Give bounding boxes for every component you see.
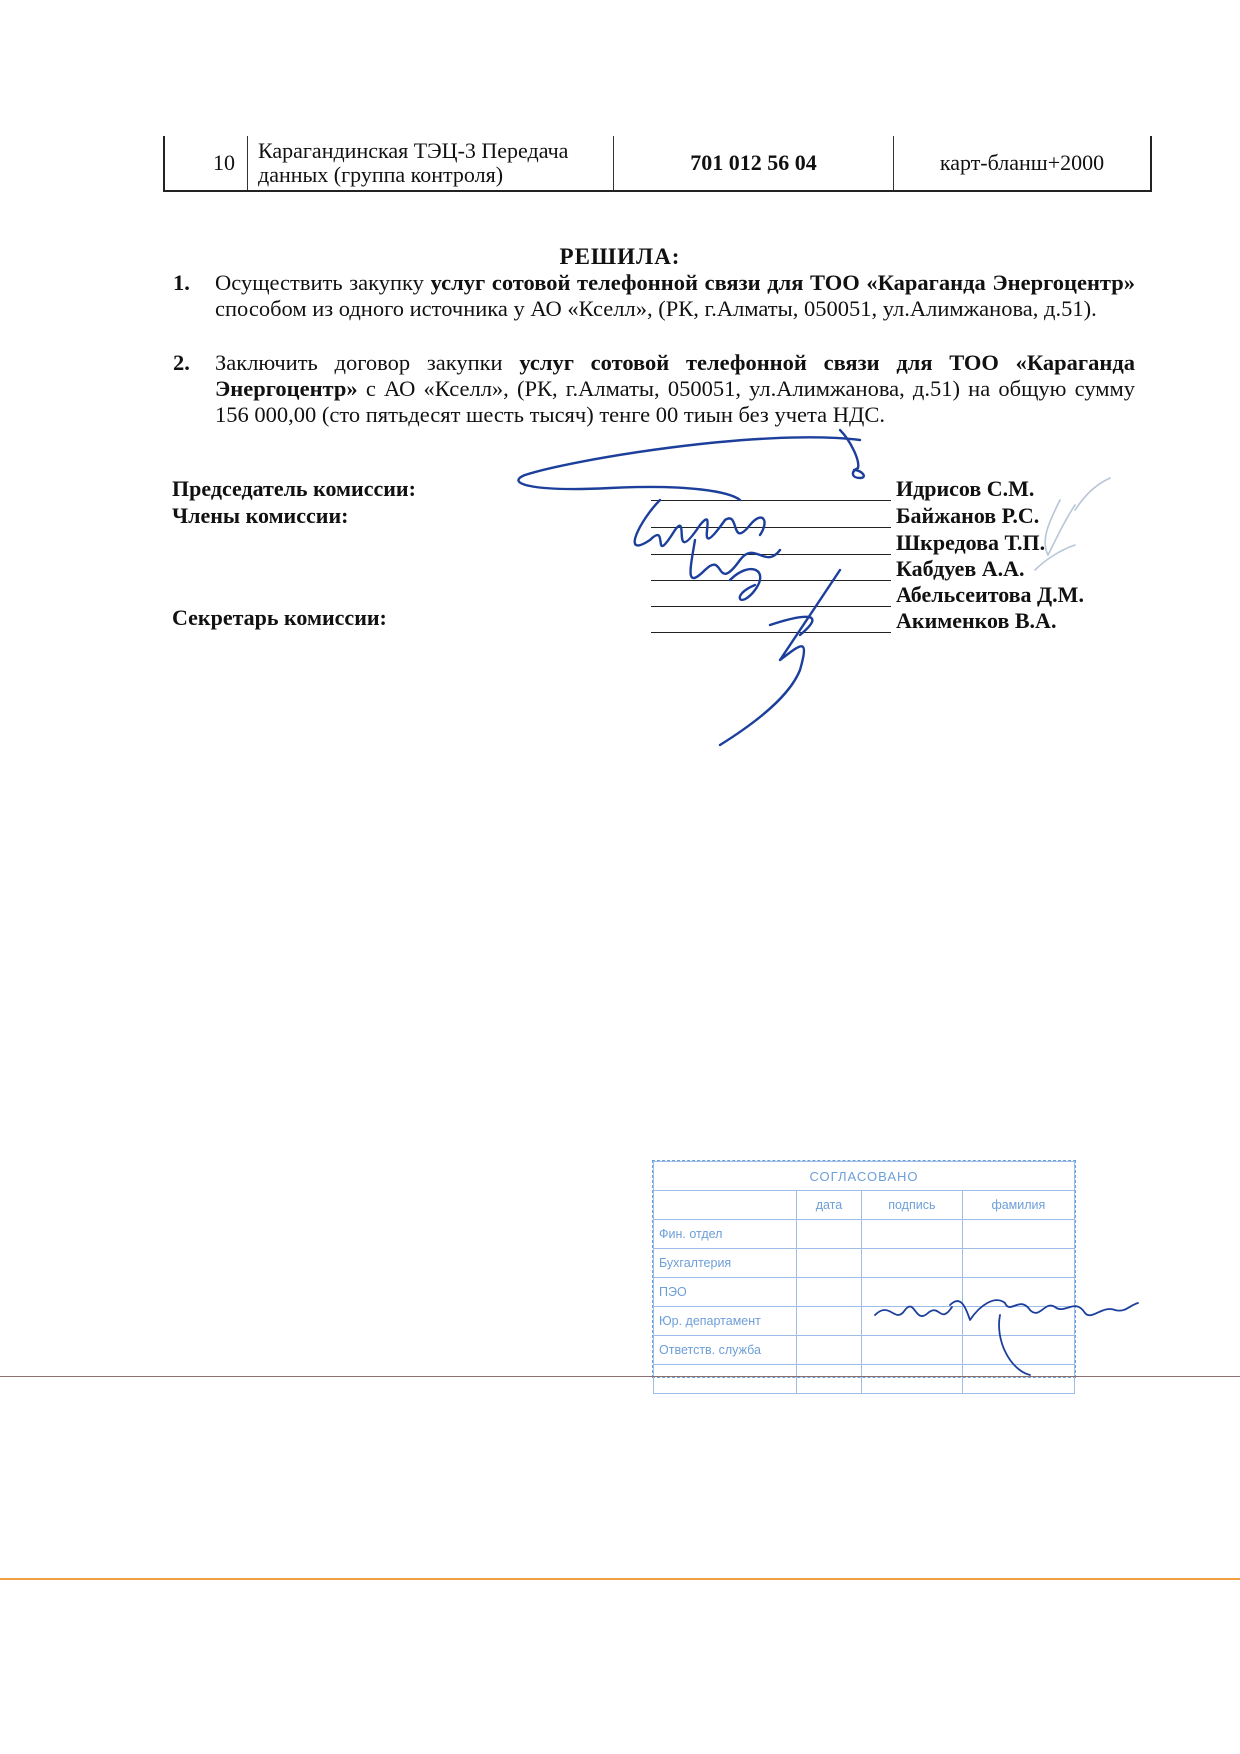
secretary-label: Секретарь комиссии: xyxy=(172,605,387,630)
stamp-cell xyxy=(797,1220,862,1249)
approval-stamp xyxy=(652,1160,1076,1378)
stamp-row-label: Фин. отдел xyxy=(654,1220,797,1249)
signatory-name: Акименков В.А. xyxy=(896,608,1057,633)
stamp-cell xyxy=(797,1249,862,1278)
contacts-table-row xyxy=(163,136,1152,192)
stamp-corner xyxy=(654,1191,797,1220)
signatory-name: Кабдуев А.А. xyxy=(896,556,1025,581)
row-subscriber-line2: данных (группа контроля) xyxy=(258,162,504,187)
stamp-cell xyxy=(797,1307,862,1336)
members-label: Члены комиссии: xyxy=(172,503,349,528)
decision-item-text: способом из одного источника у АО «Кселл», (РК, г.Алматы, 050051, ул.Алимжанова, д.51). xyxy=(215,296,1097,321)
decision-item-text: Заключить договор закупки xyxy=(215,350,520,375)
stamp-cell xyxy=(962,1307,1074,1336)
stamp-cell xyxy=(861,1220,962,1249)
decision-item-1 xyxy=(173,270,1136,322)
decision-item-bold: услуг сотовой телефонной связи для ТОО «Караганда Энергоцентр» xyxy=(215,350,1135,401)
stamp-cell xyxy=(861,1365,962,1394)
signatory-name: Абельсеитова Д.М. xyxy=(896,582,1084,607)
row-subscriber-line1: Карагандинская ТЭЦ-3 Передача xyxy=(258,138,569,163)
row-number: 10 xyxy=(165,136,248,190)
stamp-row-label: ПЭО xyxy=(654,1278,797,1307)
decision-item-2 xyxy=(173,350,1135,428)
stamp-row-label: Бухгалтерия xyxy=(654,1249,797,1278)
signature-line xyxy=(651,632,891,633)
stamp-cell xyxy=(861,1278,962,1307)
row-subscriber xyxy=(248,136,614,190)
signature-line xyxy=(651,554,891,555)
stamp-col-date: дата xyxy=(797,1191,862,1220)
stamp-cell xyxy=(962,1365,1074,1394)
stamp-cell xyxy=(797,1278,862,1307)
stamp-cell xyxy=(861,1249,962,1278)
signatory-name: Байжанов Р.С. xyxy=(896,503,1040,528)
stamp-cell xyxy=(654,1365,797,1394)
stamp-cell xyxy=(861,1336,962,1365)
stamp-cell xyxy=(962,1220,1074,1249)
divider-rule xyxy=(0,1376,1240,1377)
stamp-cell xyxy=(861,1307,962,1336)
row-phone: 701 012 56 04 xyxy=(614,136,894,190)
divider-rule-orange xyxy=(0,1578,1240,1580)
stamp-cell xyxy=(962,1278,1074,1307)
signature-line xyxy=(651,500,891,501)
stamp-cell xyxy=(797,1336,862,1365)
stamp-col-surname: фамилия xyxy=(962,1191,1074,1220)
stamp-cell xyxy=(962,1249,1074,1278)
stamp-cell xyxy=(797,1365,862,1394)
decision-item-number: 1. xyxy=(173,270,190,295)
row-tariff: карт-бланш+2000 xyxy=(939,150,1105,175)
chairman-label: Председатель комиссии: xyxy=(172,476,416,501)
signatory-name: Идрисов С.М. xyxy=(896,476,1035,501)
decision-item-number: 2. xyxy=(173,350,190,375)
decision-item-bold: услуг сотовой телефонной связи для ТОО «Караганда Энергоцентр» xyxy=(430,270,1136,295)
signature-line xyxy=(651,527,891,528)
stamp-title: СОГЛАСОВАНО xyxy=(654,1162,1075,1191)
stamp-row-label: Ответств. служба xyxy=(654,1336,797,1365)
stamp-col-signature: подпись xyxy=(861,1191,962,1220)
stamp-row-label: Юр. департамент xyxy=(654,1307,797,1336)
signatory-name: Шкредова Т.П. xyxy=(896,530,1046,555)
decision-item-text: Осуществить закупку xyxy=(215,270,431,295)
stamp-cell xyxy=(962,1336,1074,1365)
decision-heading: РЕШИЛА: xyxy=(559,244,681,269)
signature-line xyxy=(651,606,891,607)
decision-item-text: с АО «Кселл», (РК, г.Алматы, 050051, ул.Алимжанова, д.51) на общую сумму 156 000,00 (сто пятьдесят шесть тысяч) тенге 00 тиын без учета НДС. xyxy=(215,376,1135,427)
signature-line xyxy=(651,580,891,581)
